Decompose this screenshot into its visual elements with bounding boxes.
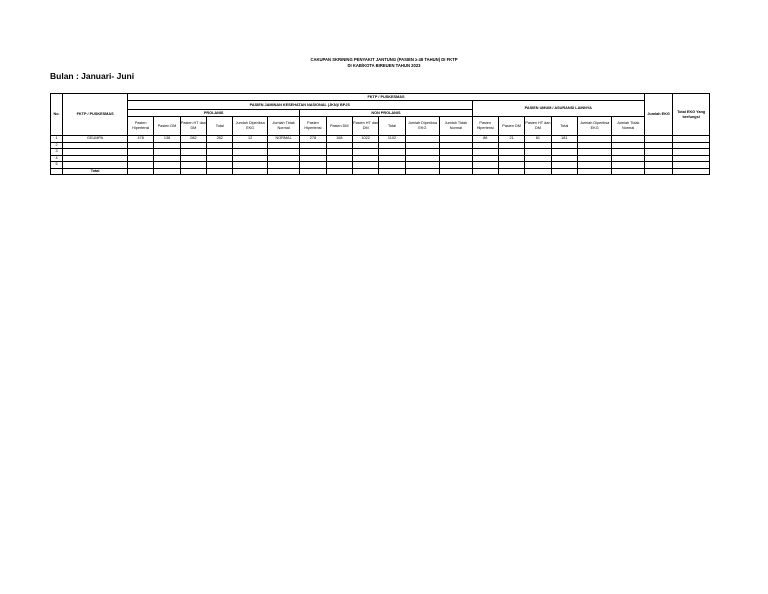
cell-value: 082 [180, 136, 206, 143]
cell-value: 21 [498, 136, 524, 143]
cell-value: 88 [472, 136, 498, 143]
col-total: Total [379, 117, 405, 136]
header-group-umum: PASIEN UMUM / ASURANSI LAINNYA [472, 101, 644, 117]
screening-table [50, 93, 710, 175]
col-tidak-normal: Jumlah Tidak Normal [267, 117, 299, 136]
col-dm: Pasien DM [154, 117, 180, 136]
cell-name: GEUMPA [63, 136, 128, 143]
col-dm: Pasien DM [498, 117, 524, 136]
cell-no: 3 [51, 149, 63, 156]
cell-no: 4 [51, 155, 63, 162]
col-diperiksa: Jumlah Diperiksa EKG [233, 117, 267, 136]
col-diperiksa: Jumlah Diperiksa EKG [577, 117, 611, 136]
total-label: Total [63, 168, 128, 175]
report-subtitle: DI KAB/KOTA BIREUEN TAHUN 2023 [347, 63, 421, 68]
col-total: Total [207, 117, 233, 136]
cell-value: 168 [326, 136, 352, 143]
col-dm: Pasien DM [326, 117, 352, 136]
cell-value: 1022 [352, 136, 378, 143]
col-ht-dm: Pasien HT dan DM [352, 117, 378, 136]
period-label: Bulan : Januari- Juni [50, 71, 135, 81]
header-jumlah-ekg: Jumlah EKG [644, 94, 672, 136]
cell-value: 12 [233, 136, 267, 143]
total-row [51, 168, 710, 175]
cell-value: 138 [154, 136, 180, 143]
col-diperiksa: Jumlah Diperiksa EKG [405, 117, 439, 136]
cell-no: 2 [51, 142, 63, 149]
cell-no: 5 [51, 162, 63, 169]
cell-value: 81 [525, 136, 551, 143]
col-tidak-normal: Jumlah Tidak Normal [612, 117, 645, 136]
header-fktp: FKTP / PUSKESMAS [63, 94, 128, 136]
col-hipertensi: Pasien Hipertensi [128, 117, 154, 136]
col-ht-dm: Pasien HT dan DM [180, 117, 206, 136]
col-hipertensi: Pasien Hipertensi [300, 117, 326, 136]
cell-no: 1 [51, 136, 63, 143]
cell-value: 181 [551, 136, 577, 143]
cell-value: 1102 [379, 136, 405, 143]
header-group-fktp: FKTP / PUSKESMAS [128, 94, 645, 101]
col-ht-dm: Pasien HT dan DM [525, 117, 551, 136]
header-total-ekg: Total EKG Yang berfungsi [673, 94, 710, 136]
cell-value: 278 [300, 136, 326, 143]
header-prolanis: PROLANIS [128, 110, 300, 117]
report-title: CAKUPAN SKRINING PENYAKIT JANTUNG (PASIEN ≥ 48 TAHUN) DI FKTP [310, 57, 458, 62]
header-no: No. [51, 94, 63, 136]
header-group-jkn: PASIEN JAMINAN KESEHATAN NASIONAL (JKN)/ BPJS [128, 101, 473, 110]
col-hipertensi: Pasien Hipertensi [472, 117, 498, 136]
col-tidak-normal: Jumlah Tidak Normal [440, 117, 472, 136]
cell-value: NORMAL [267, 136, 299, 143]
col-total: Total [551, 117, 577, 136]
cell-value: 282 [207, 136, 233, 143]
header-non-prolanis: NON PROLANIS [300, 110, 472, 117]
cell-value: 478 [128, 136, 154, 143]
